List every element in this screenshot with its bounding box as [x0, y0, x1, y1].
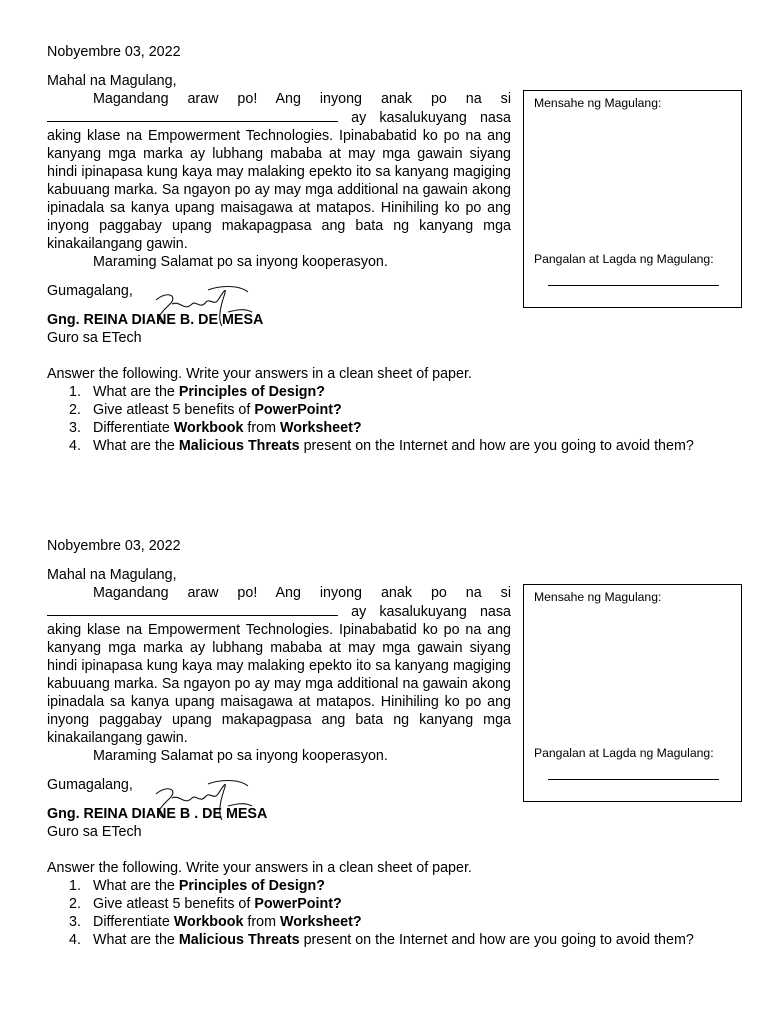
- question-list: [47, 877, 727, 949]
- parent-message-label: Mensahe ng Magulang:: [534, 96, 662, 110]
- thanks-line: Maraming Salamat po sa inyong kooperasyon.: [93, 748, 388, 764]
- question-item: 2. Give atleast 5 benefits of PowerPoint?: [69, 402, 342, 418]
- parent-message-label: Mensahe ng Magulang:: [534, 590, 662, 604]
- letter-copy-1: [0, 0, 768, 494]
- paragraph-start: Magandang araw po! Ang inyong anak po na si: [93, 585, 511, 601]
- letter-date: Nobyembre 03, 2022: [47, 538, 181, 554]
- question-item: 4. What are the Malicious Threats present on the Internet and how are you going to avoid them?: [69, 932, 694, 948]
- teacher-name: Gng. REINA DIANE B. DE MESA: [47, 312, 264, 328]
- question-item: 1. What are the Principles of Design?: [69, 878, 326, 894]
- question-list: [47, 383, 727, 455]
- question-item: 1. What are the Principles of Design?: [69, 384, 326, 400]
- instruction: Answer the following. Write your answers in a clean sheet of paper.: [47, 860, 472, 876]
- letter-date: Nobyembre 03, 2022: [47, 44, 181, 60]
- teacher-title: Guro sa ETech: [47, 824, 142, 840]
- thanks-line: Maraming Salamat po sa inyong kooperasyon.: [93, 254, 388, 270]
- instruction: Answer the following. Write your answers in a clean sheet of paper.: [47, 366, 472, 382]
- student-name-blank: [47, 602, 338, 616]
- paragraph-rest: ay kasalukuyang nasa aking klase na Empowerment Technologies. Ipinababatid ko po na ang kanyang mga marka ay lubhang mababa at may mga gawain siyang hindi ipinapasa kung kaya may malaking epekto ito sa kanyang magiging kabuuang marka. Sa ngayon po ay may mga additional na gawain akong ipinadala sa kanya upang maisagawa at matapos. Hinihiling ko po ang inyong paggabay upang makapagpasa ang bata ng kanyang mga kinakailangang gawin.: [47, 110, 511, 252]
- parent-signature-line: [548, 779, 719, 780]
- parent-signature-label: Pangalan at Lagda ng Magulang:: [534, 746, 714, 760]
- question-item: 4. What are the Malicious Threats present on the Internet and how are you going to avoid them?: [69, 438, 694, 454]
- question-item: 2. Give atleast 5 benefits of PowerPoint?: [69, 896, 342, 912]
- paragraph-rest: ay kasalukuyang nasa aking klase na Empowerment Technologies. Ipinababatid ko po na ang kanyang mga marka ay lubhang mababa at may mga gawain siyang hindi ipinapasa kung kaya may malaking epekto ito sa kanyang magiging kabuuang marka. Sa ngayon po ay may mga additional na gawain akong ipinadala sa kanya upang maisagawa at matapos. Hinihiling ko po ang inyong paggabay upang makapagpasa ang bata ng kanyang mga kinakailangang gawin.: [47, 604, 511, 746]
- letter-body: [47, 584, 511, 765]
- parent-message-box: [523, 584, 742, 802]
- parent-message-box: [523, 90, 742, 308]
- parent-signature-line: [548, 285, 719, 286]
- teacher-name: Gng. REINA DIANE B . DE MESA: [47, 806, 268, 822]
- closing: Gumagalang,: [47, 283, 133, 299]
- parent-signature-label: Pangalan at Lagda ng Magulang:: [534, 252, 714, 266]
- question-item: 3. Differentiate Workbook from Worksheet?: [69, 914, 362, 930]
- letter-body: [47, 90, 511, 271]
- student-name-blank: [47, 108, 338, 122]
- teacher-title: Guro sa ETech: [47, 330, 142, 346]
- closing: Gumagalang,: [47, 777, 133, 793]
- salutation: Mahal na Magulang,: [47, 567, 177, 583]
- salutation: Mahal na Magulang,: [47, 73, 177, 89]
- question-item: 3. Differentiate Workbook from Worksheet?: [69, 420, 362, 436]
- letter-copy-2: [0, 494, 768, 988]
- paragraph-start: Magandang araw po! Ang inyong anak po na si: [93, 91, 511, 107]
